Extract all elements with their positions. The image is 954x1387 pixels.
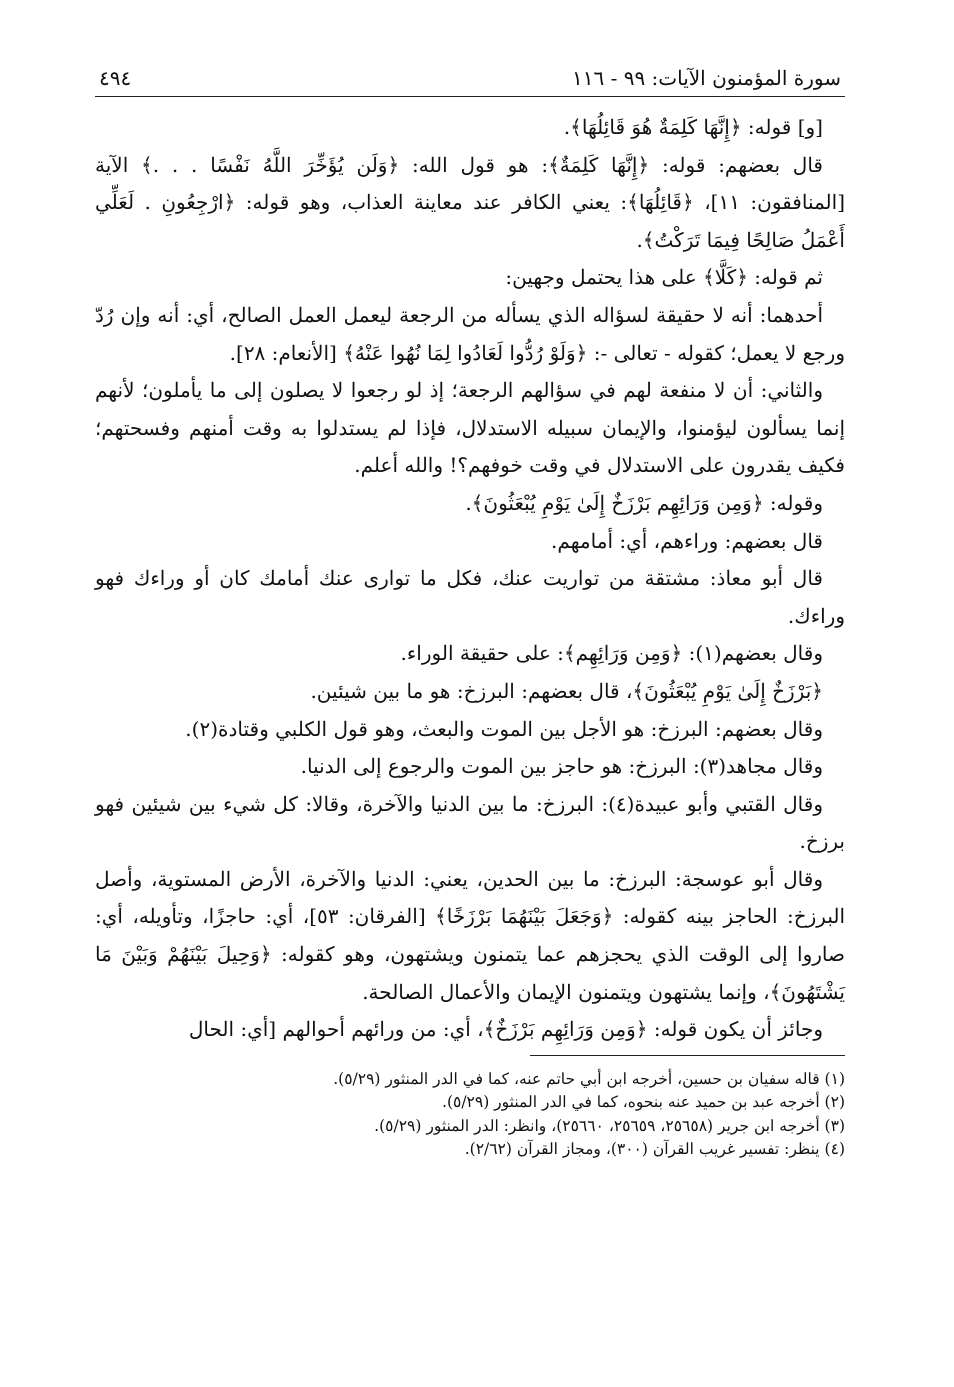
paragraph: وقال أبو عوسجة: البرزخ: ما بين الحدين، يعني: الدنيا والآخرة، الأرض المستوية، وأصل البرزخ: الحاجز بينه كقوله: ﴿وَجَعَلَ بَيْنَهُمَا بَرْزَخًا﴾ [الفرقان: ٥٣]، أي: حاجزًا، وتأويله، أي: صاروا إلى الوقت الذي يحجزهم عما يتمنون ويشتهون، وهو كقوله: ﴿وَحِيلَ بَيْنَهُمْ وَبَيْنَ مَا يَشْتَهُونَ﴾، وإنما يشتهون ويتمنون الإيمان والأعمال الصالحة. [95,866,846,1004]
paragraph: ﴿بَرْزَخٌ إِلَىٰ يَوْمِ يُبْعَثُونَ﴾، قال بعضهم: البرزخ: هو ما بين شيئين. [310,678,823,703]
paragraph: والثاني: أن لا منفعة لهم في سؤالهم الرجعة؛ إذ لو رجعوا لا يصلون إلى ما يأملون؛ لأنهم إنما يسألون ليؤمنوا، والإيمان سبيله الاستدلال، فإذا لم يستدلوا به وقت أمنهم وفسحتهم؛ فكيف يقدرون على الاستدلال في وقت خوفهم؟! والله أعلم. [95,378,845,478]
footnote: (٤) ينظر: تفسير غريب القرآن (٣٠٠)، ومجاز القرآن (٢/٦٢). [464,1140,845,1159]
document-page [95,60,845,1162]
footnotes [95,1068,845,1162]
footnote: (١) قاله سفيان بن حسين، أخرجه ابن أبي حاتم عنه، كما في الدر المنثور (٥/٢٩). [333,1069,845,1088]
paragraph: وقوله: ﴿وَمِن وَرَائِهِم بَرْزَخٌ إِلَىٰ يَوْمِ يُبْعَثُونَ﴾. [465,490,823,515]
paragraph: وقال القتبي وأبو عبيدة(٤): البرزخ: ما بين الدنيا والآخرة، وقالا: كل شيء بين شيئين فهو برزخ. [95,791,845,854]
running-title: سورة المؤمنون الآيات: ٩٩ - ١١٦ [571,66,841,90]
paragraph: أحدهما: أنه لا حقيقة لسؤاله الذي يسأله من الرجعة ليعمل العمل الصالح، أي: أنه وإن رُدّ ورجع لا يعمل؛ كقوله - تعالى -: ﴿وَلَوْ رُدُّوا لَعَادُوا لِمَا نُهُوا عَنْهُ﴾ [الأنعام: ٢٨]. [95,302,845,365]
footnote: (٣) أخرجه ابن جرير (٢٥٦٥٨، ٢٥٦٥٩، ٢٥٦٦٠)، وانظر: الدر المنثور (٥/٢٩). [374,1116,845,1135]
page-number: ٤٩٤ [99,66,132,90]
paragraph: وقال بعضهم: البرزخ: هو الأجل بين الموت والبعث، وهو قول الكلبي وقتادة(٢). [185,716,823,741]
paragraph: وقال مجاهد(٣): البرزخ: هو حاجز بين الموت والرجوع إلى الدنيا. [300,754,823,779]
paragraph: وقال بعضهم(١): ﴿وَمِن وَرَائِهِم﴾: على حقيقة الوراء. [400,641,823,666]
paragraph: وجائز أن يكون قوله: ﴿وَمِن وَرَائِهِم بَرْزَخٌ﴾، أي: من ورائهم أحوالهم [أي: الحال [188,1017,823,1042]
page-header [95,60,845,97]
paragraph: قال بعضهم: قوله: ﴿إِنَّهَا كَلِمَةٌ﴾: هو قول الله: ﴿وَلَن يُؤَخِّرَ اللَّهُ نَفْسًا . . .﴾ الآية [المنافقون: ١١]، ﴿قَائِلُهَا﴾: يعني الكافر عند معاينة العذاب، وهو قوله: ﴿ارْجِعُونِ . لَعَلِّي أَعْمَلُ صَالِحًا فِيمَا تَرَكْتُ﴾. [95,152,846,252]
paragraph: [و] قوله: ﴿إِنَّهَا كَلِمَةٌ هُوَ قَائِلُهَا﴾. [563,115,823,139]
paragraph: ثم قوله: ﴿كَلَّا﴾ على هذا يحتمل وجهين: [505,265,823,290]
paragraph: قال بعضهم: وراءهم، أي: أمامهم. [551,528,823,553]
footnote-divider [530,1055,845,1056]
footnote: (٢) أخرجه عبد بن حميد عنه بنحوه، كما في الدر المنثور (٥/٢٩). [442,1093,845,1112]
main-text [95,109,845,1049]
paragraph: قال أبو معاذ: مشتقة من تواريت عنك، فكل ما توارى عنك أمامك كان أو وراءك فهو وراءك. [95,566,845,628]
